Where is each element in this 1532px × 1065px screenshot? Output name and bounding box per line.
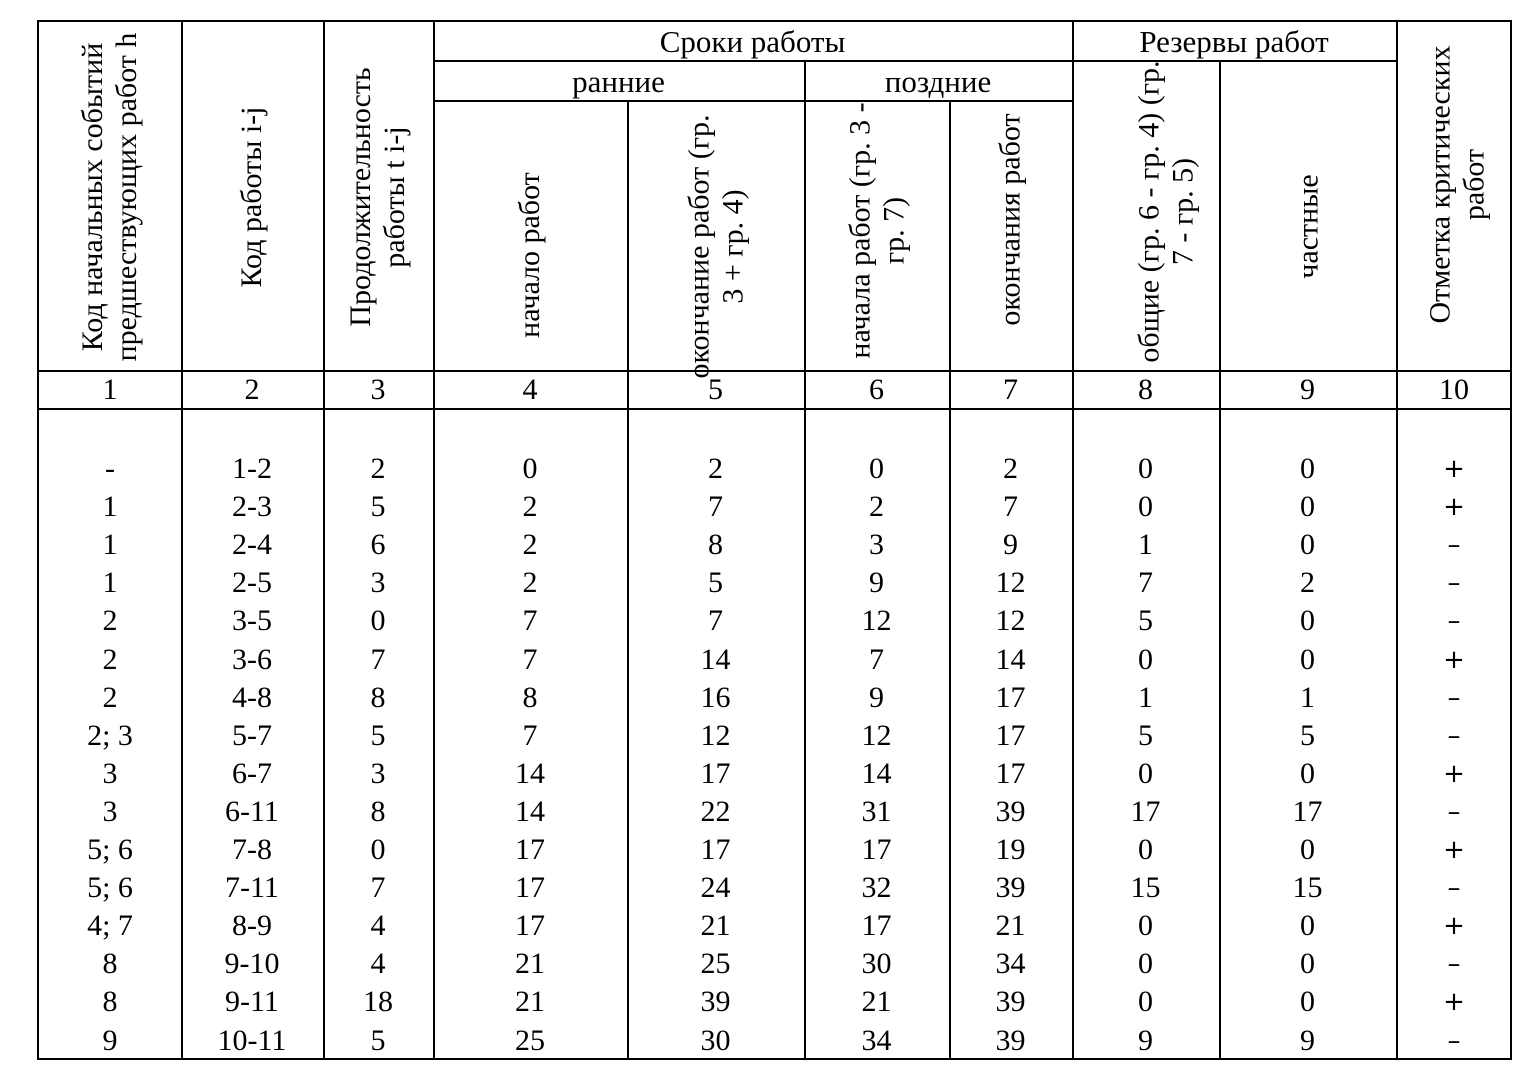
header-col7 [949, 85, 1072, 355]
cell-work-code: 1-2 [232, 452, 272, 485]
cell-early-start: 2 [522, 490, 538, 524]
cell-late-start: 0 [869, 452, 884, 485]
cell-early-finish: 8 [708, 528, 723, 562]
cell-late-finish: 9 [1003, 528, 1018, 562]
cell-early-start: 17 [515, 871, 545, 905]
cell-work-code: 6-11 [225, 794, 279, 828]
cell-duration: 2 [370, 452, 386, 485]
cell-prev-events: 3 [102, 794, 118, 828]
cell-duration: 8 [370, 794, 386, 828]
cell-late-start: 32 [861, 871, 892, 905]
cell-work-code: 3-6 [232, 642, 272, 676]
header-col6 [805, 96, 950, 366]
header-col6-text: начала работ (гр. 3 - гр. 7) [843, 102, 910, 359]
subheader-late: поздние [884, 64, 992, 99]
cell-total-float: 15 [1130, 871, 1161, 905]
cell-late-finish: 39 [995, 871, 1026, 905]
cell-early-finish: 21 [700, 909, 731, 943]
cell-early-start: 7 [522, 604, 538, 638]
cell-early-finish: 39 [700, 985, 731, 1019]
cell-early-start: 17 [515, 909, 545, 943]
subheader-early: ранние [572, 64, 665, 99]
header-col8-text: общие (гр. 6 - гр. 4) (гр. 7 - гр. 5) [1132, 60, 1199, 363]
cell-free-float: 0 [1300, 490, 1315, 524]
cell-total-float: 0 [1138, 947, 1153, 981]
cell-critical-mark: + [1443, 454, 1465, 484]
cell-critical-mark: + [1443, 492, 1465, 523]
header-col5 [628, 112, 805, 382]
cell-early-start: 0 [522, 452, 538, 485]
cell-duration: 0 [370, 604, 386, 638]
cell-critical-mark: + [1443, 911, 1465, 942]
column-number: 8 [1138, 373, 1153, 406]
cell-duration: 8 [370, 680, 386, 714]
cell-early-finish: 17 [700, 833, 731, 866]
cell-late-finish: 17 [995, 718, 1026, 752]
cell-early-finish: 17 [700, 756, 731, 790]
cell-early-start: 8 [522, 680, 538, 714]
cell-total-float: 1 [1138, 680, 1153, 714]
cell-late-finish: 39 [995, 794, 1026, 828]
cell-critical-mark: + [1443, 987, 1465, 1018]
cell-prev-events: 9 [102, 1023, 118, 1057]
cell-prev-events: 5; 6 [87, 871, 133, 905]
cell-critical-mark: + [1443, 644, 1465, 675]
column-number: 2 [244, 373, 260, 406]
cell-total-float: 5 [1138, 718, 1153, 752]
column-number: 5 [708, 373, 723, 406]
cell-late-finish: 7 [1003, 490, 1018, 524]
table-row [39, 641, 1510, 679]
cell-work-code: 7-11 [225, 871, 279, 905]
table-row [39, 755, 1510, 793]
cell-early-finish: 16 [700, 680, 731, 714]
cell-late-finish: 12 [995, 604, 1026, 638]
cell-early-start: 7 [522, 642, 538, 676]
cell-duration: 4 [370, 947, 386, 981]
cell-prev-events: - [105, 452, 115, 485]
table-row [39, 717, 1510, 755]
cell-late-finish: 39 [995, 1023, 1026, 1057]
cell-early-start: 17 [515, 833, 545, 866]
schedule-table [37, 20, 1512, 1060]
cell-work-code: 5-7 [232, 718, 272, 752]
cell-critical-mark: + [1443, 758, 1465, 789]
header-col4 [433, 120, 627, 390]
cell-early-start: 7 [522, 718, 538, 752]
cell-free-float: 15 [1292, 871, 1323, 905]
cell-early-finish: 7 [708, 490, 723, 524]
cell-free-float: 0 [1300, 947, 1315, 981]
cell-work-code: 10-11 [217, 1023, 287, 1057]
header-col5-text: окончание работ (гр. 3 + гр. 4) [682, 114, 749, 379]
cell-free-float: 0 [1300, 642, 1315, 676]
cell-late-finish: 17 [995, 680, 1026, 714]
table-row [39, 793, 1510, 831]
table-row [39, 945, 1510, 983]
header-col4-text: начало работ [513, 172, 546, 338]
table-row [39, 831, 1510, 869]
cell-late-start: 9 [869, 680, 884, 714]
cell-late-start: 31 [861, 794, 892, 828]
cell-late-start: 30 [861, 947, 892, 981]
cell-critical-mark: – [1447, 682, 1461, 713]
cell-early-start: 25 [515, 1023, 545, 1057]
cell-prev-events: 3 [102, 756, 118, 790]
cell-total-float: 17 [1130, 794, 1161, 828]
cell-late-finish: 34 [995, 947, 1026, 981]
cell-total-float: 0 [1138, 490, 1153, 524]
cell-early-finish: 22 [700, 794, 731, 828]
cell-late-finish: 12 [995, 566, 1026, 600]
table-row [39, 450, 1510, 488]
table-row [39, 564, 1510, 602]
cell-duration: 5 [370, 718, 386, 752]
cell-early-finish: 24 [700, 871, 731, 905]
cell-total-float: 0 [1138, 642, 1153, 676]
header-col10 [1399, 14, 1516, 356]
cell-total-float: 0 [1138, 756, 1153, 790]
cell-free-float: 2 [1300, 566, 1315, 600]
column-number: 10 [1439, 373, 1469, 406]
header-col1-text: Код начальных событий предшествующих работ h [76, 32, 143, 362]
cell-prev-events: 8 [102, 947, 118, 981]
cell-late-start: 17 [861, 909, 892, 943]
cell-late-finish: 39 [995, 985, 1026, 1019]
cell-free-float: 9 [1300, 1023, 1315, 1057]
cell-work-code: 4-8 [232, 680, 272, 714]
cell-duration: 5 [370, 490, 386, 524]
cell-free-float: 5 [1300, 718, 1315, 752]
cell-total-float: 0 [1138, 985, 1153, 1019]
header-col10-text: Отметка критических работ [1423, 45, 1490, 324]
column-number: 7 [1003, 373, 1018, 406]
cell-work-code: 3-5 [232, 604, 272, 638]
cell-free-float: 0 [1300, 452, 1315, 485]
cell-early-start: 14 [515, 756, 545, 790]
cell-duration: 6 [370, 528, 386, 562]
group-header-terms: Сроки работы [659, 24, 846, 59]
cell-late-start: 2 [869, 490, 884, 524]
cell-free-float: 17 [1292, 794, 1323, 828]
cell-free-float: 0 [1300, 604, 1315, 638]
table-row [39, 869, 1510, 907]
cell-early-start: 21 [515, 985, 545, 1019]
cell-early-finish: 14 [700, 642, 731, 676]
cell-critical-mark: + [1443, 835, 1465, 865]
cell-late-start: 12 [861, 718, 892, 752]
cell-early-finish: 30 [700, 1023, 731, 1057]
header-col1 [39, 26, 181, 368]
cell-early-start: 2 [522, 566, 538, 600]
header-col9-text: частные [1291, 174, 1324, 279]
cell-duration: 5 [370, 1023, 386, 1057]
cell-early-start: 2 [522, 528, 538, 562]
cell-total-float: 0 [1138, 452, 1153, 485]
cell-early-finish: 12 [700, 718, 731, 752]
row-divider [39, 408, 1510, 410]
cell-free-float: 0 [1300, 833, 1315, 866]
cell-early-start: 14 [515, 794, 545, 828]
cell-late-finish: 14 [995, 642, 1026, 676]
cell-total-float: 9 [1138, 1023, 1153, 1057]
cell-critical-mark: – [1447, 568, 1461, 599]
cell-late-start: 34 [861, 1023, 892, 1057]
cell-critical-mark: – [1447, 1025, 1461, 1056]
cell-late-start: 21 [861, 985, 892, 1019]
cell-free-float: 0 [1300, 528, 1315, 562]
cell-work-code: 9-11 [225, 985, 279, 1019]
cell-free-float: 0 [1300, 909, 1315, 943]
cell-critical-mark: – [1447, 949, 1461, 980]
cell-total-float: 0 [1138, 833, 1153, 866]
table-row [39, 602, 1510, 640]
table-row [39, 907, 1510, 945]
group-header-reserves: Резервы работ [1139, 24, 1329, 59]
cell-early-finish: 25 [700, 947, 731, 981]
cell-free-float: 0 [1300, 756, 1315, 790]
cell-early-finish: 2 [708, 452, 723, 485]
cell-free-float: 0 [1300, 985, 1315, 1019]
cell-prev-events: 2 [102, 642, 118, 676]
table-row [39, 1022, 1510, 1060]
cell-early-finish: 7 [708, 604, 723, 638]
cell-total-float: 1 [1138, 528, 1153, 562]
cell-total-float: 7 [1138, 566, 1153, 600]
cell-work-code: 2-4 [232, 528, 272, 562]
cell-duration: 3 [370, 566, 386, 600]
cell-prev-events: 8 [102, 985, 118, 1019]
table-row [39, 488, 1510, 526]
cell-late-finish: 2 [1003, 452, 1018, 485]
header-col2-text: Код работы i-j [235, 106, 268, 288]
cell-duration: 18 [363, 985, 393, 1019]
header-col7-text: окончания работ [993, 113, 1026, 326]
column-number: 6 [869, 373, 884, 406]
cell-late-finish: 21 [995, 909, 1026, 943]
cell-prev-events: 1 [102, 490, 118, 524]
cell-late-start: 12 [861, 604, 892, 638]
cell-late-start: 7 [869, 642, 884, 676]
header-col2 [181, 26, 323, 368]
cell-total-float: 5 [1138, 604, 1153, 638]
cell-critical-mark: – [1447, 796, 1461, 827]
cell-late-start: 14 [861, 756, 892, 790]
table-row [39, 983, 1510, 1021]
cell-prev-events: 2 [102, 680, 118, 714]
row-divider [433, 60, 1396, 62]
column-number: 9 [1300, 373, 1315, 406]
cell-duration: 7 [370, 871, 386, 905]
cell-late-start: 17 [861, 833, 892, 866]
cell-late-start: 9 [869, 566, 884, 600]
cell-work-code: 7-8 [232, 833, 272, 866]
cell-prev-events: 2; 3 [87, 718, 133, 752]
cell-work-code: 9-10 [224, 947, 280, 981]
cell-prev-events: 1 [102, 566, 118, 600]
header-col8 [1093, 57, 1240, 367]
table-row [39, 526, 1510, 564]
cell-critical-mark: – [1447, 873, 1461, 904]
cell-critical-mark: – [1447, 606, 1461, 637]
cell-work-code: 2-3 [232, 490, 272, 524]
column-number: 1 [102, 373, 118, 406]
column-number: 3 [370, 373, 386, 406]
cell-early-finish: 5 [708, 566, 723, 600]
cell-work-code: 8-9 [232, 909, 272, 943]
header-col3 [322, 26, 434, 368]
cell-early-start: 21 [515, 947, 545, 981]
cell-work-code: 2-5 [232, 566, 272, 600]
cell-late-start: 3 [869, 528, 884, 562]
cell-duration: 4 [370, 909, 386, 943]
cell-prev-events: 1 [102, 528, 118, 562]
header-col3-text: Продолжительность работы t i-j [344, 67, 411, 327]
cell-work-code: 6-7 [232, 756, 272, 790]
cell-duration: 0 [370, 833, 386, 866]
cell-critical-mark: – [1447, 530, 1461, 561]
cell-duration: 7 [370, 642, 386, 676]
cell-duration: 3 [370, 756, 386, 790]
cell-total-float: 0 [1138, 909, 1153, 943]
cell-late-finish: 19 [995, 833, 1026, 866]
column-number: 4 [522, 373, 538, 406]
cell-late-finish: 17 [995, 756, 1026, 790]
cell-free-float: 1 [1300, 680, 1315, 714]
cell-critical-mark: – [1447, 720, 1461, 751]
cell-prev-events: 4; 7 [87, 909, 133, 943]
header-col9 [1220, 72, 1397, 382]
table-row [39, 679, 1510, 717]
cell-prev-events: 2 [102, 604, 118, 638]
cell-prev-events: 5; 6 [87, 833, 133, 866]
